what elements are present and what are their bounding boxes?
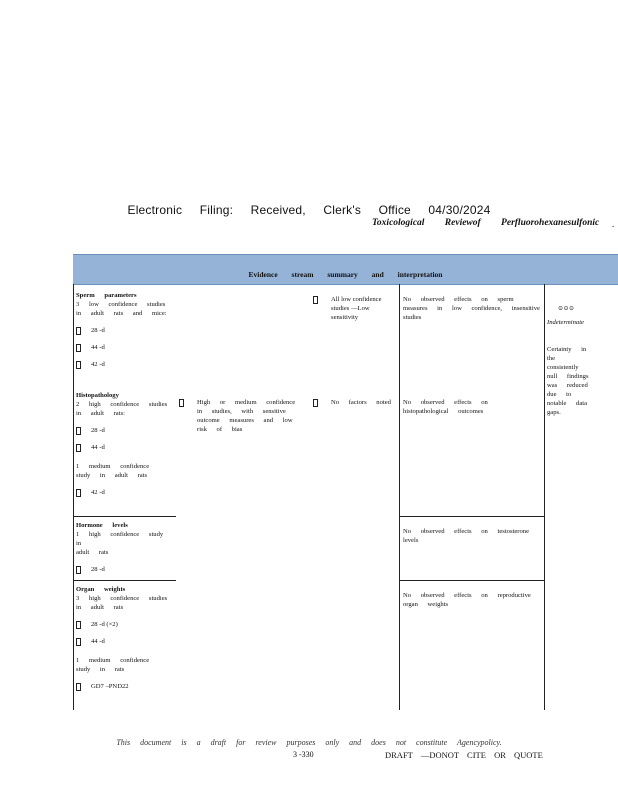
group-line: adult rats [76,549,109,556]
bullet-icon [76,683,81,691]
bullet-icon [76,327,81,335]
bullet-text: 28 -d [91,566,105,573]
group-organ-weights [76,585,172,691]
bullet-text: 42 -d [91,489,105,496]
group-histopathology [76,391,172,497]
row-divider-2 [73,580,176,581]
list-item [76,426,172,435]
factor-bullet [313,295,321,307]
bullet-icon [76,621,81,629]
group-line: in adult rats and mice: [76,310,167,317]
list-item [76,488,172,497]
certainty-symbols: ⊙⊙⊙ [558,306,575,312]
table-title: Evidence stream summary and interpretation [248,270,443,279]
bullet-icon [76,361,81,369]
list-item [76,620,172,629]
running-head: Toxicological Reviewof Perfluorohexanesulfonic [372,218,600,228]
group-title: Hormone levels [76,522,128,529]
list-item [76,360,172,369]
group-line: 2 high confidence studies [76,401,168,408]
group-line: 1 medium confidence [76,657,150,664]
group-title: Histopathology [76,392,119,399]
list-item [76,682,172,691]
bullet-icon [76,566,81,574]
bullet-icon [76,344,81,352]
bullet-icon [76,444,81,452]
bullet-text: 28 -d [91,327,105,334]
group-sperm [76,291,172,369]
bullet-icon [313,296,318,304]
group-line: in adult rats: [76,410,125,417]
bullet-text: 28 -d (×2) [91,621,118,628]
bullet-icon [313,399,318,407]
bullet-icon [76,489,81,497]
finding-organ-weights: No observed effects on reproductive organ weights [403,592,531,608]
list-item [76,637,172,646]
table-judgment-rule [544,284,545,710]
table-findings-rule [399,284,400,710]
draft-status: DRAFT —DONOT CITE OR QUOTE [385,750,543,760]
group-hormone [76,521,172,574]
judgment-explanation: Certainty in the consistently null findings was reduced due to notable data gaps. [547,346,589,416]
row-divider-2b [399,580,544,581]
group-line: study in rats [76,666,125,673]
list-item [76,343,172,352]
bullet-icon [76,638,81,646]
bullet-text: 44 -d [91,444,105,451]
running-head-tail: . [612,219,615,229]
group-line: 1 high confidence study in [76,531,164,547]
bullet-icon [179,399,184,407]
group-line: in adult rats [76,604,124,611]
judgment-label: Indeterminate [547,319,584,326]
finding-histopathology: No observed effects on histopathological outcomes [403,399,488,415]
group-line: 1 medium confidence [76,463,150,470]
group-line: study in adult rats [76,472,148,479]
bullet-text: 42 -d [91,361,105,368]
bullet-text: 44 -d [91,344,105,351]
bullet-text: 44 -d [91,638,105,645]
list-item [76,326,172,335]
factor-text-1: All low confidence studies —Low sensitivity [331,296,382,321]
row-divider-1 [73,516,176,517]
factor-text-2: No factors noted [331,399,391,406]
row-divider-1b [399,516,544,517]
list-item [76,443,172,452]
group-title: Organ weights [76,586,126,593]
group-title: Sperm parameters [76,292,137,299]
finding-hormone: No observed effects on testosterone levels [403,528,529,544]
footer-disclaimer: This document is a draft for review purposes only and does not constitute Agencypolicy. [116,738,502,747]
bullet-text: 28 -d [91,427,105,434]
bullet-text: GD7 –PND22 [91,683,129,690]
group-line: 3 high confidence studies [76,595,168,602]
finding-sperm: No observed effects on sperm measures in low confidence, insensitive studies [403,296,540,321]
list-item [76,565,172,574]
page-number: 3 -330 [293,750,314,759]
filing-stamp: Electronic Filing: Received, Clerk's Office 04/30/2024 [127,203,491,217]
group-line: 3 low confidence studies [76,301,166,308]
factor-bullet [313,398,321,410]
quality-bullet [179,398,187,410]
bullet-icon [76,427,81,435]
quality-text: High or medium confidence in studies, with sensitive outcome measures and low risk of bias [197,399,296,433]
table-left-rule [73,284,74,710]
